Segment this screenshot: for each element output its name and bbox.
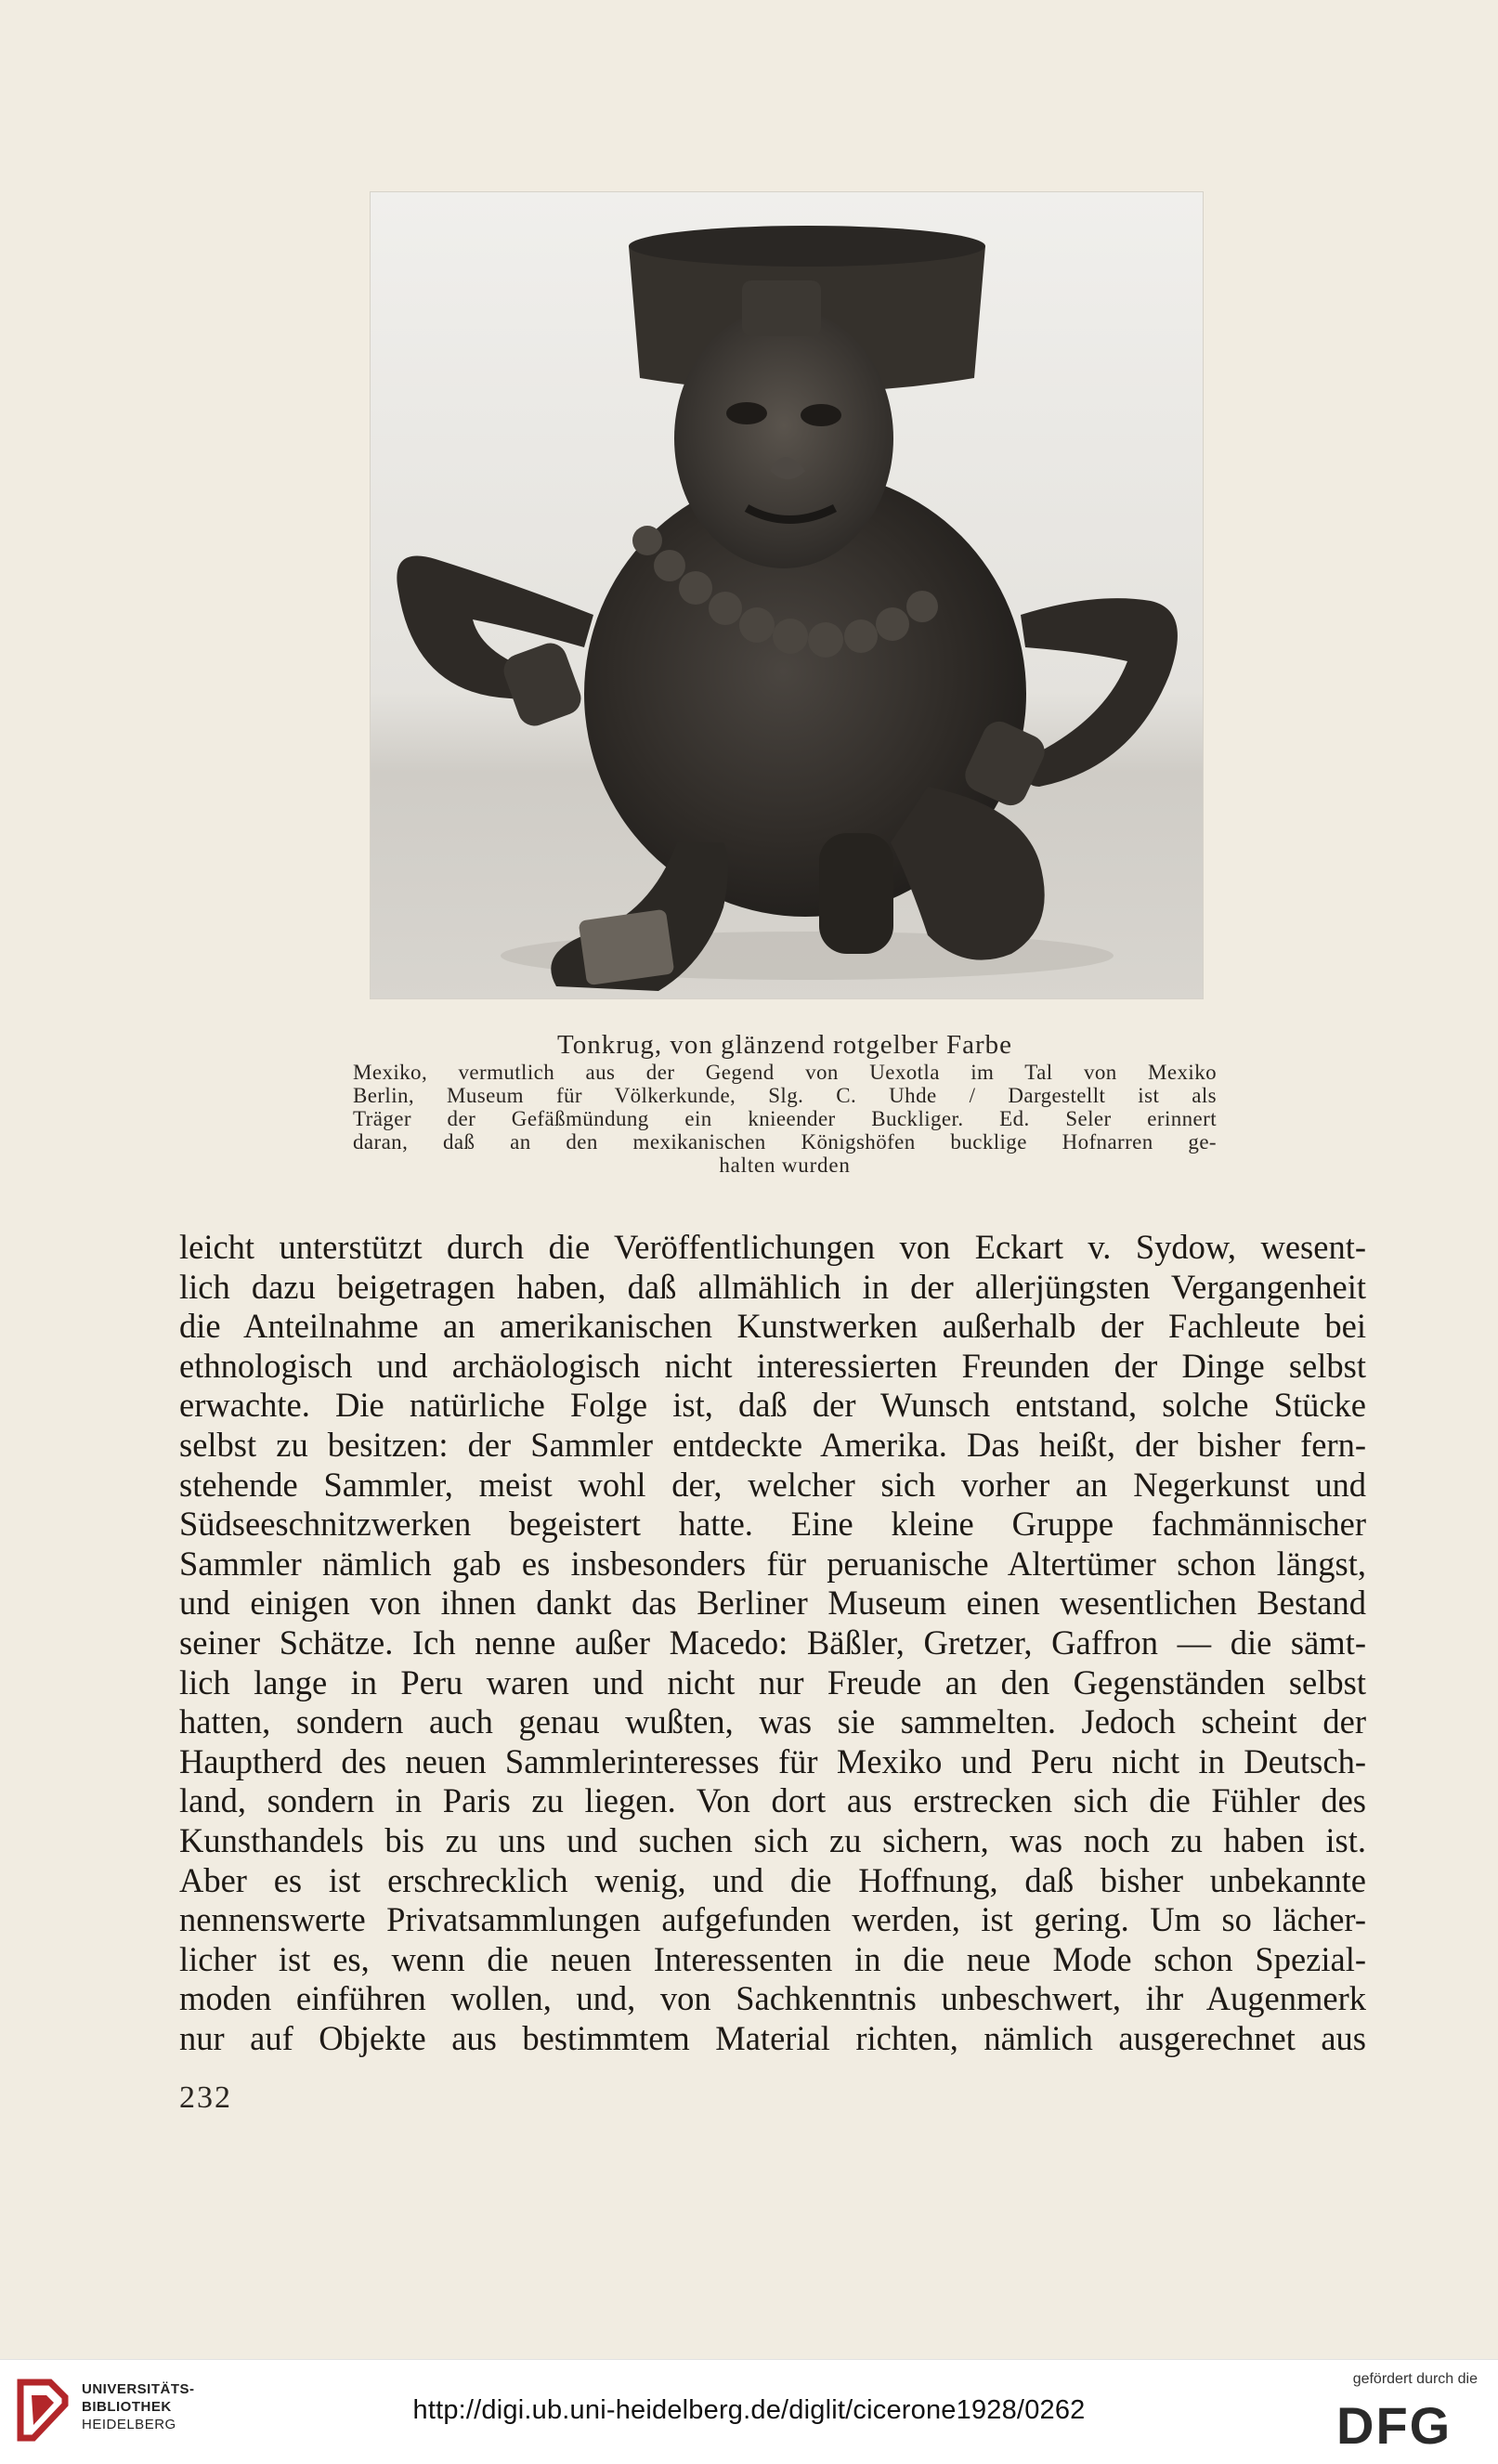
caption-line: halten wurden [719, 1154, 851, 1177]
text-line: Südseeschnitzwerken begeistert hatte. Eine kleine Gruppe fachmännischer [179, 1505, 1366, 1544]
viewer-footer [0, 2359, 1498, 2464]
text-line: nur auf Objekte aus bestimmtem Material richten, nämlich ausgerechnet aus [179, 2018, 1366, 2057]
text-line: stehende Sammler, meist wohl der, welcher sich vorher an Negerkunst und [179, 1465, 1366, 1504]
text-line: land, sondern in Paris zu liegen. Von dort aus erstrecken sich die Fühler des [179, 1781, 1366, 1820]
text-line: lich lange in Peru waren und nicht nur Freude an den Gegenständen selbst [179, 1662, 1366, 1701]
text-line: lich dazu beigetragen haben, daß allmählich in der allerjüngsten Vergangenheit [179, 1267, 1366, 1306]
photograph-clay-vessel [370, 191, 1204, 999]
body-text [179, 1228, 1366, 2058]
figure-caption [353, 1029, 1217, 1177]
text-line: seiner Schätze. Ich nenne außer Macedo: Bäßler, Gretzer, Gaffron — die sämt- [179, 1623, 1366, 1662]
text-line: Sammler nämlich gab es insbesonders für peruanische Altertümer schon längst, [179, 1544, 1366, 1583]
caption-line: Berlin, Museum für Völkerkunde, Slg. C. Uhde / Dargestellt ist als [353, 1084, 1217, 1107]
dfg-logo-text: DFG [1336, 2397, 1452, 2451]
text-line: selbst zu besitzen: der Sammler entdeckte Amerika. Das heißt, der bisher fern- [179, 1425, 1366, 1464]
text-line: und einigen von ihnen dankt das Berliner Museum einen wesentlichen Bestand [179, 1584, 1366, 1623]
text-line: Kunsthandels bis zu uns und suchen sich zu sichern, was noch zu haben ist. [179, 1820, 1366, 1859]
caption-line: Träger der Gefäßmündung ein knieender Buckliger. Ed. Seler erinnert [353, 1107, 1217, 1130]
text-line: moden einführen wollen, und, von Sachkenntnis unbeschwert, ihr Augenmerk [179, 1979, 1366, 2018]
permalink-url[interactable]: http://digi.ub.uni-heidelberg.de/diglit/cicerone1928/0262 [412, 2395, 1086, 2425]
text-line: leicht unterstützt durch die Veröffentlichungen von Eckart v. Sydow, wesent- [179, 1228, 1366, 1266]
caption-title: Tonkrug, von glänzend rotgelber Farbe [557, 1030, 1012, 1060]
library-name-line: BIBLIOTHEK [82, 2399, 172, 2415]
caption-line: daran, daß an den mexikanischen Königshöfen bucklige Hofnarren ge- [353, 1130, 1217, 1154]
dfg-logo-icon[interactable] [1333, 2397, 1481, 2451]
text-line: Hauptherd des neuen Sammlerinteresses für Mexiko und Peru nicht in Deutsch- [179, 1741, 1366, 1780]
text-line: ethnologisch und archäologisch nicht interessierten Freunden der Dinge selbst [179, 1346, 1366, 1385]
library-name-line: UNIVERSITÄTS- [82, 2381, 195, 2397]
text-line: Aber es ist erschrecklich wenig, und die Hoffnung, daß bisher unbekannte [179, 1860, 1366, 1899]
funding-text: gefördert durch die [1352, 2371, 1478, 2387]
caption-line: Mexiko, vermutlich aus der Gegend von Uexotla im Tal von Mexiko [353, 1061, 1217, 1084]
text-line: nennenswerte Privatsammlungen aufgefunden werden, ist gering. Um so lächer- [179, 1900, 1366, 1939]
text-line: die Anteilnahme an amerikanischen Kunstwerken außerhalb der Fachleute bei [179, 1307, 1366, 1346]
text-line: hatten, sondern auch genau wußten, was sie sammelten. Jedoch scheint der [179, 1702, 1366, 1741]
page-number: 232 [179, 2080, 232, 2115]
text-line: licher ist es, wenn die neuen Interessenten in die neue Mode schon Spezial- [179, 1939, 1366, 1978]
library-name-line: HEIDELBERG [82, 2417, 176, 2432]
text-line: erwachte. Die natürliche Folge ist, daß der Wunsch entstand, solche Stücke [179, 1386, 1366, 1425]
vessel-photo-illustration [371, 192, 1203, 998]
